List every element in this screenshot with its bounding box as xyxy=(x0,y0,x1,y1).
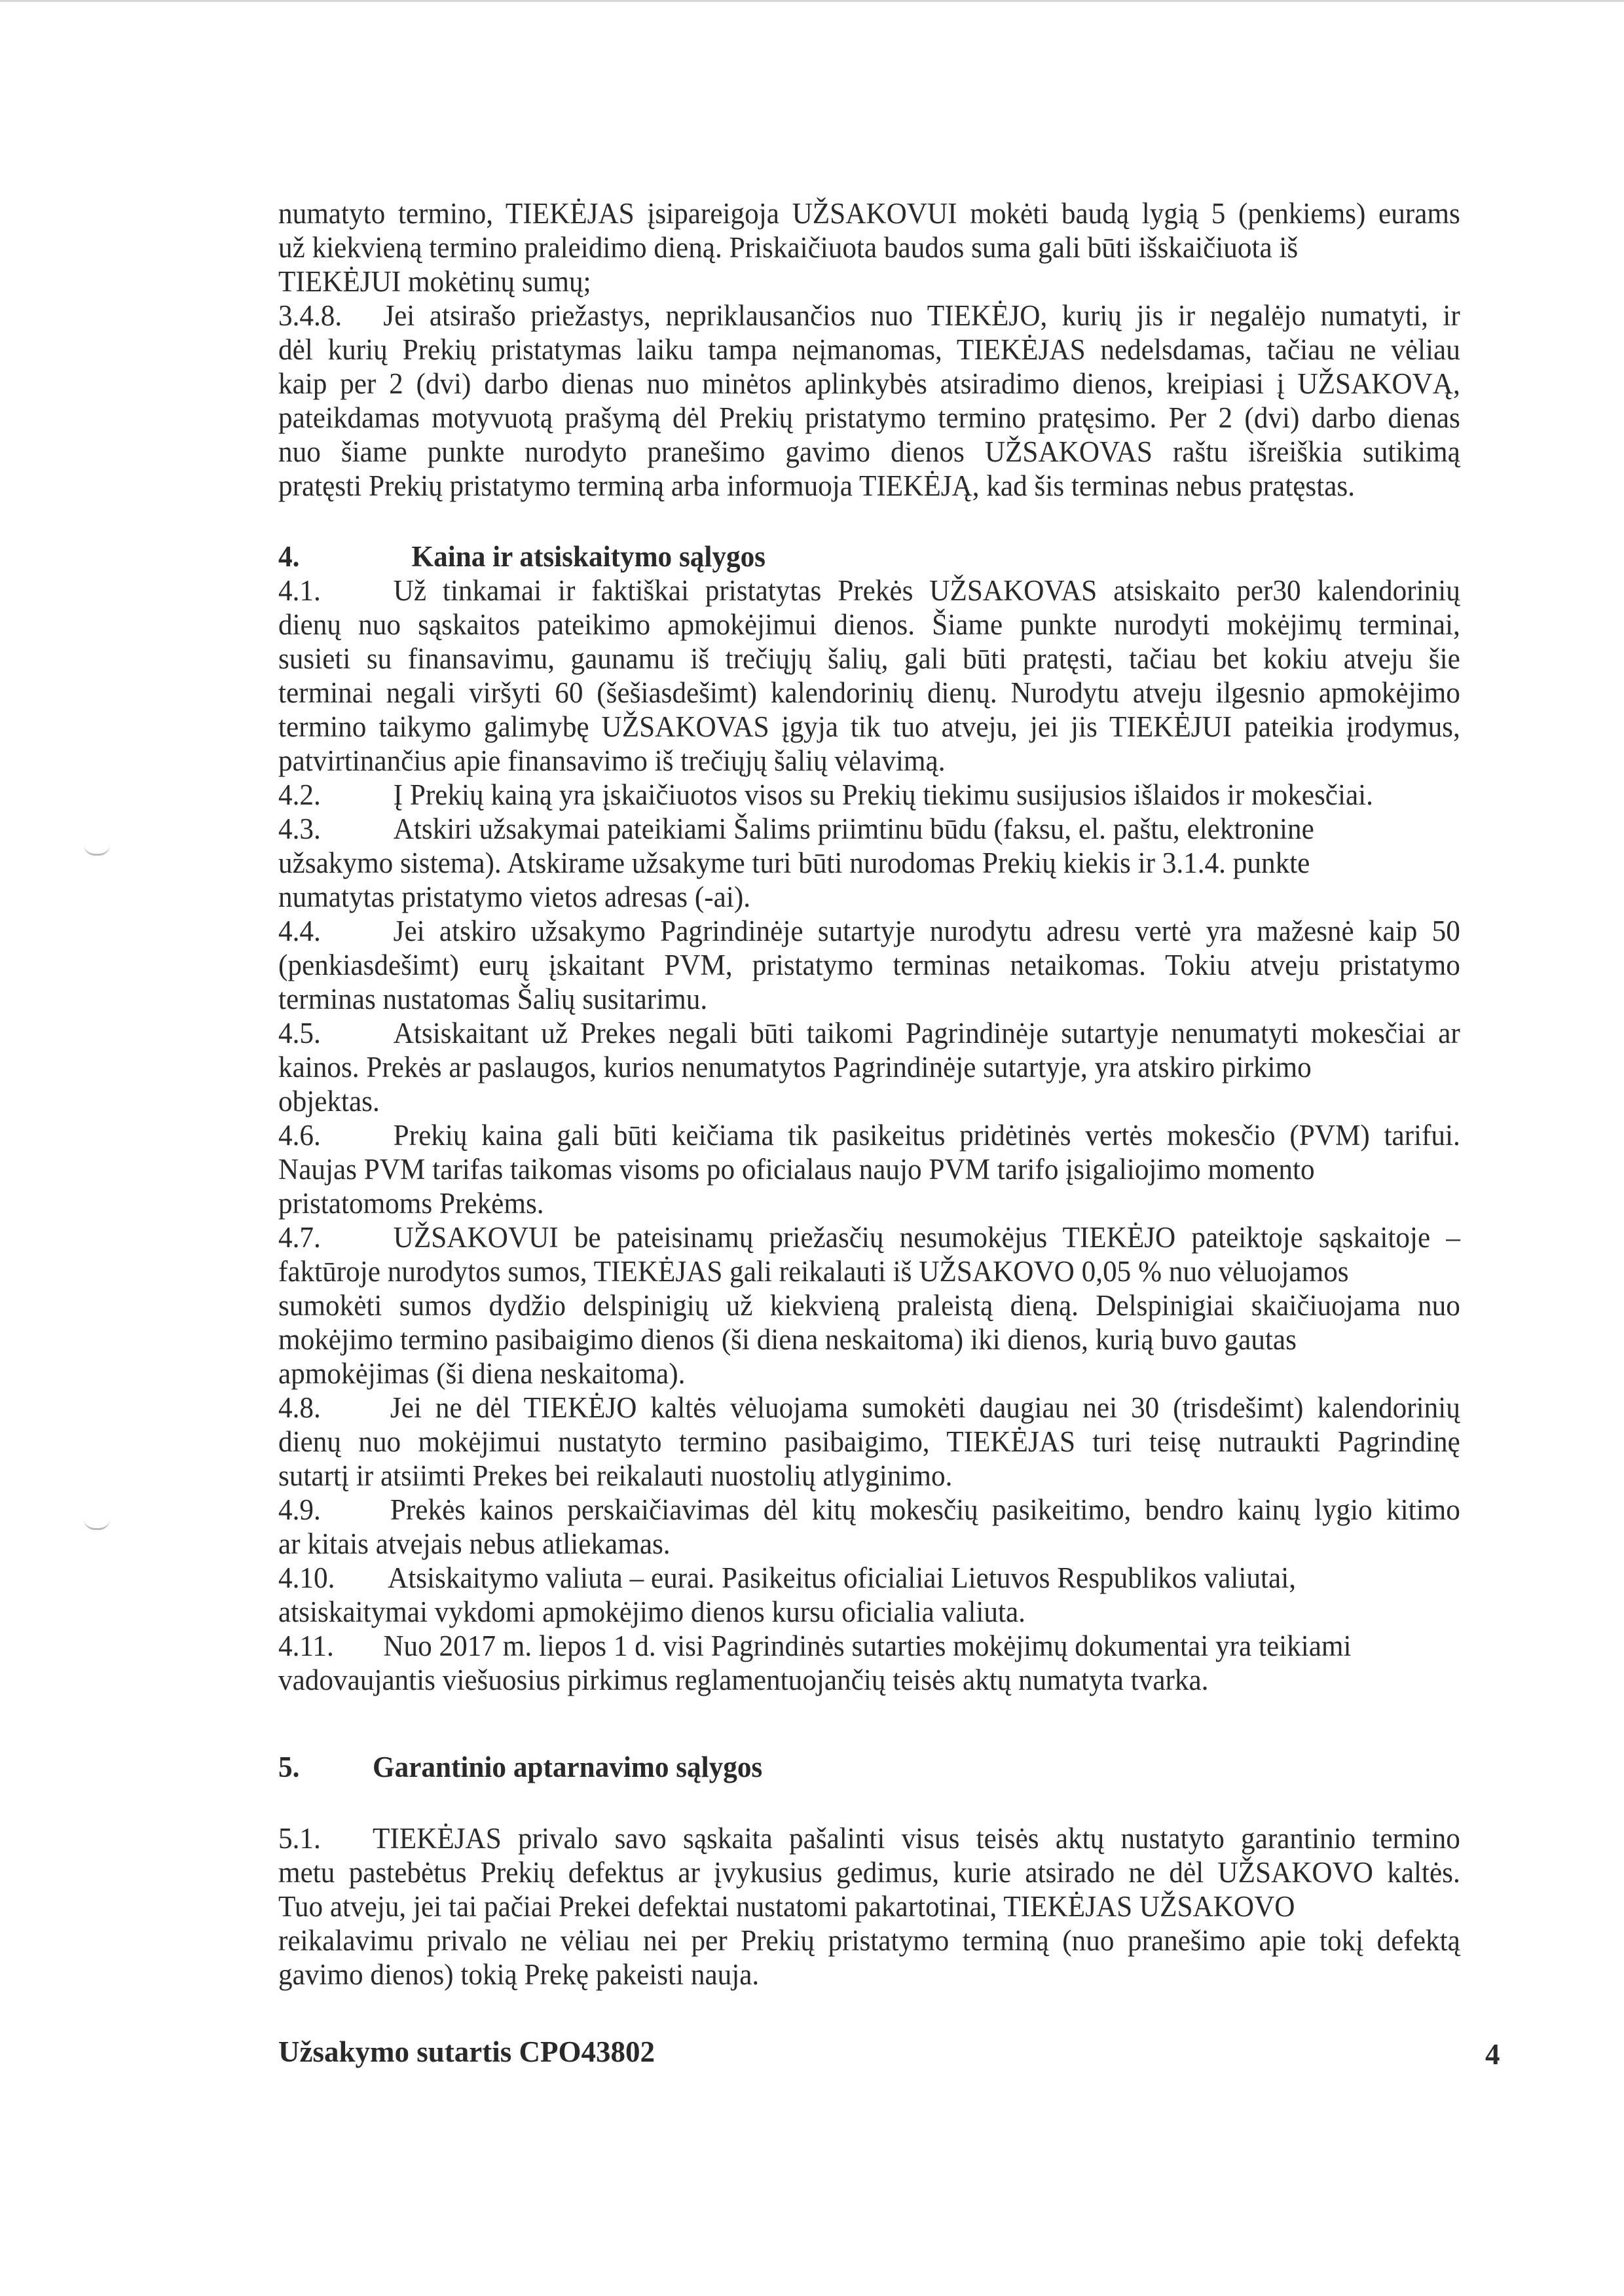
clause-text: nuo šiame punkte nurodyto pranešimo gavimo dienos UŽSAKOVAS raštu išreiškia sutikimą xyxy=(278,435,1460,468)
text-line xyxy=(278,196,1460,230)
text-line xyxy=(278,367,1460,401)
text-line xyxy=(278,401,1460,435)
text-line xyxy=(278,1821,1460,1855)
section-heading xyxy=(278,1750,1460,1784)
text-line xyxy=(278,1958,1460,1992)
clause-text: vadovaujantis viešuosius pirkimus reglamentuojančių teisės aktų numatyta tvarka. xyxy=(278,1664,1209,1696)
clause-text: TIEKĖJUI mokėtinų sumų; xyxy=(278,265,591,298)
clause-number: 4.11. xyxy=(278,1630,334,1662)
clause-text: Nuo 2017 m. liepos 1 d. visi Pagrindinės sutarties mokėjimų dokumentai yra teikiami xyxy=(383,1630,1352,1662)
text-line xyxy=(278,1923,1460,1958)
clause-text: pristatomoms Prekėms. xyxy=(278,1187,544,1220)
text-line xyxy=(278,1357,1460,1391)
text-line xyxy=(278,812,1460,846)
clause-text: sutartį ir atsiimti Prekes bei reikalauti nuostolių atlyginimo. xyxy=(278,1459,953,1492)
clause-text: patvirtinančius apie finansavimo iš trečiųjų šalių vėlavimą. xyxy=(278,744,946,777)
clause-number: 4.2. xyxy=(278,778,321,811)
clause-text: metu pastebėtus Prekių defektus ar įvykusius gedimus, kurie atsirado ne dėl UŽSAKOVO kaltės. xyxy=(278,1856,1460,1889)
scan-artifact xyxy=(84,1519,110,1530)
clause-text: terminai negali viršyti 60 (šešiasdešimt) kalendorinių dienų. Nurodytu atveju ilgesnio apmokėjimo xyxy=(278,676,1460,709)
text-line xyxy=(278,1084,1460,1118)
clause-text: Prekės kainos perskaičiavimas dėl kitų mokesčių pasikeitimo, bendro kainų lygio kitimo xyxy=(390,1493,1460,1526)
clause-text: Jei atsirašo priežastys, nepriklausančios nuo TIEKĖJO, kurių jis ir negalėjo numatyti, ir xyxy=(383,299,1460,332)
clause-text: TIEKĖJAS privalo savo sąskaita pašalinti visus teisės aktų nustatyto garantinio termino xyxy=(373,1822,1460,1855)
clause-number: 4. xyxy=(278,540,300,573)
clause-number: 3.4.8. xyxy=(278,299,342,332)
clause-text: termino taikymo galimybę UŽSAKOVAS įgyja tik tuo atveju, jei jis TIEKĖJUI pateikia įrodymus, xyxy=(278,710,1460,743)
text-line xyxy=(278,264,1460,299)
text-line xyxy=(278,1459,1460,1493)
clause-number: 5. xyxy=(278,1751,300,1783)
clause-text: mokėjimo termino pasibaigimo dienos (ši diena neskaitoma) iki dienos, kurią buvo gautas xyxy=(278,1323,1297,1356)
clause-text: faktūroje nurodytos sumos, TIEKĖJAS gali reikalauti iš UŽSAKOVO 0,05 % nuo vėluojamos xyxy=(278,1255,1349,1288)
text-line xyxy=(278,948,1460,982)
clause-text: sumokėti sumos dydžio delspinigių už kiekvieną praleistą dieną. Delspinigiai skaičiuojama nuo xyxy=(278,1289,1460,1322)
clause-number: 4.1. xyxy=(278,574,321,607)
text-line xyxy=(278,1425,1460,1459)
heading-text: Garantinio aptarnavimo sąlygos xyxy=(373,1751,763,1783)
text-line xyxy=(278,1118,1460,1152)
text-line xyxy=(278,1016,1460,1050)
text-line xyxy=(278,1855,1460,1889)
clause-number: 4.3. xyxy=(278,812,321,845)
clause-text: pratęsti Prekių pristatymo terminą arba informuoja TIEKĖJĄ, kad šis terminas nebus pratęstas. xyxy=(278,469,1356,502)
text-line xyxy=(278,230,1460,264)
text-line xyxy=(278,914,1460,948)
clause-text: apmokėjimas (ši diena neskaitoma). xyxy=(278,1357,686,1390)
clause-text: Už tinkamai ir faktiškai pristatytas Prekės UŽSAKOVAS atsiskaito per30 kalendorinių xyxy=(393,574,1460,607)
clause-text: (penkiasdešimt) eurų įskaitant PVM, pristatymo terminas netaikomas. Tokiu atveju pristatymo xyxy=(278,949,1460,981)
clause-text: reikalavimu privalo ne vėliau nei per Prekių pristatymo terminą (nuo pranešimo apie tokį defektą xyxy=(278,1924,1460,1957)
text-line xyxy=(278,1288,1460,1322)
clause-text: atsiskaitymai vykdomi apmokėjimo dienos kursu oficialia valiuta. xyxy=(278,1595,1025,1628)
text-line xyxy=(278,710,1460,744)
text-line xyxy=(278,1220,1460,1254)
text-line xyxy=(278,880,1460,914)
clause-text: objektas. xyxy=(278,1085,380,1118)
clause-text: Į Prekių kainą yra įskaičiuotos visos su Prekių tiekimu susijusios išlaidos ir mokesčiai. xyxy=(393,778,1373,811)
text-line xyxy=(278,1595,1460,1629)
clause-number: 4.5. xyxy=(278,1017,321,1049)
clause-text: dėl kurių Prekių pristatymas laiku tampa neįmanomas, TIEKĖJAS nedelsdamas, tačiau ne vėliau xyxy=(278,333,1460,366)
clause-text: Atsiskaitant už Prekes negali būti taikomi Pagrindinėje sutartyje nenumatyti mokesčiai ar xyxy=(393,1017,1460,1049)
clause-text: UŽSAKOVUI be pateisinamų priežasčių nesumokėjus TIEKĖJO pateiktoje sąskaitoje – xyxy=(393,1221,1460,1254)
clause-text: terminas nustatomas Šalių susitarimu. xyxy=(278,983,708,1015)
clause-number: 4.8. xyxy=(278,1391,321,1424)
clause-text: dienų nuo mokėjimui nustatyto termino pasibaigimo, TIEKĖJAS turi teisę nutraukti Pagrindinę xyxy=(278,1425,1460,1458)
text-line xyxy=(278,778,1460,812)
text-line xyxy=(278,469,1460,503)
section-4-price-and-payment xyxy=(278,539,1509,1697)
section-heading xyxy=(278,539,1460,574)
text-line xyxy=(278,1663,1460,1697)
page-number: 4 xyxy=(1485,2038,1500,2071)
clause-number: 4.6. xyxy=(278,1119,321,1152)
clause-number: 4.10. xyxy=(278,1561,335,1594)
section-5-warranty xyxy=(278,1821,1509,1992)
clause-text: numatytas pristatymo vietos adresas (-ai). xyxy=(278,881,751,913)
clause-text: už kiekvieną termino praleidimo dieną. Priskaičiuota baudos suma gali būti išskaičiuota iš xyxy=(278,231,1299,264)
clause-text: ar kitais atvejais nebus atliekamas. xyxy=(278,1527,671,1560)
footer-contract-title: Užsakymo sutartis CPO43802 xyxy=(278,2035,655,2068)
text-line xyxy=(278,846,1460,880)
text-line xyxy=(278,1322,1460,1357)
text-line xyxy=(278,1186,1460,1220)
clause-text: kaip per 2 (dvi) darbo dienas nuo minėtos aplinkybės atsiradimo dienos, kreipiasi į UŽSAKOVĄ, xyxy=(278,367,1460,400)
clause-number: 4.4. xyxy=(278,915,321,947)
clause-text: Jei atskiro užsakymo Pagrindinėje sutartyje nurodytu adresu vertė yra mažesnė kaip 50 xyxy=(393,915,1460,947)
text-line xyxy=(278,1391,1460,1425)
clause-text: užsakymo sistema). Atskirame užsakyme turi būti nurodomas Prekių kiekis ir 3.1.4. punkte xyxy=(278,847,1310,879)
clause-text: gavimo dienos) tokią Prekę pakeisti nauja. xyxy=(278,1958,760,1991)
clause-text: dienų nuo sąskaitos pateikimo apmokėjimui dienos. Šiame punkte nurodyti mokėjimų terminai, xyxy=(278,608,1460,641)
text-line xyxy=(278,676,1460,710)
clause-3-4-continuation xyxy=(278,196,1509,503)
text-line xyxy=(278,1493,1460,1527)
text-line xyxy=(278,1254,1460,1288)
clause-text: numatyto termino, TIEKĖJAS įsipareigoja UŽSAKOVUI mokėti baudą lygią 5 (penkiems) eurams xyxy=(278,197,1460,230)
text-line xyxy=(278,608,1460,642)
text-line xyxy=(278,435,1460,469)
clause-text: Prekių kaina gali būti keičiama tik pasikeitus pridėtinės vertės mokesčio (PVM) tarifui. xyxy=(393,1119,1460,1152)
clause-text: Atskiri užsakymai pateikiami Šalims priimtinu būdu (faksu, el. paštu, elektronine xyxy=(393,812,1314,845)
text-line xyxy=(278,1561,1460,1595)
clause-number: 5.1. xyxy=(278,1822,321,1855)
text-line xyxy=(278,1889,1460,1923)
clause-text: susieti su finansavimu, gaunamu iš trečiųjų šalių, gali būti pratęsti, tačiau bet kokiu atveju šie xyxy=(278,642,1460,675)
clause-text: kainos. Prekės ar paslaugos, kurios nenumatytos Pagrindinėje sutartyje, yra atskiro pirkimo xyxy=(278,1051,1312,1084)
clause-text: pateikdamas motyvuotą prašymą dėl Prekių pristatymo termino pratęsimo. Per 2 (dvi) darbo dienas xyxy=(278,401,1460,434)
text-line xyxy=(278,744,1460,778)
text-line xyxy=(278,299,1460,333)
clause-text: Jei ne dėl TIEKĖJO kaltės vėluojama sumokėti daugiau nei 30 (trisdešimt) kalendorinių xyxy=(390,1391,1460,1424)
text-line xyxy=(278,982,1460,1016)
text-line xyxy=(278,1527,1460,1561)
clause-text: Naujas PVM tarifas taikomas visoms po oficialaus naujo PVM tarifo įsigaliojimo momento xyxy=(278,1153,1315,1186)
scan-artifact xyxy=(84,845,110,856)
text-line xyxy=(278,574,1460,608)
heading-text: Kaina ir atsiskaitymo sąlygos xyxy=(411,540,766,573)
text-line xyxy=(278,1050,1460,1084)
scan-edge xyxy=(0,0,1624,2)
clause-text: Tuo atveju, jei tai pačiai Prekei defektai nustatomi pakartotinai, TIEKĖJAS UŽSAKOVO xyxy=(278,1890,1295,1923)
clause-number: 4.9. xyxy=(278,1493,321,1526)
text-line xyxy=(278,333,1460,367)
section-5-heading xyxy=(278,1750,1509,1784)
text-line xyxy=(278,1629,1460,1663)
text-line xyxy=(278,1152,1460,1186)
clause-text: Atsiskaitymo valiuta – eurai. Pasikeitus oficialiai Lietuvos Respublikos valiutai, xyxy=(388,1561,1297,1594)
clause-number: 4.7. xyxy=(278,1221,321,1254)
text-line xyxy=(278,642,1460,676)
